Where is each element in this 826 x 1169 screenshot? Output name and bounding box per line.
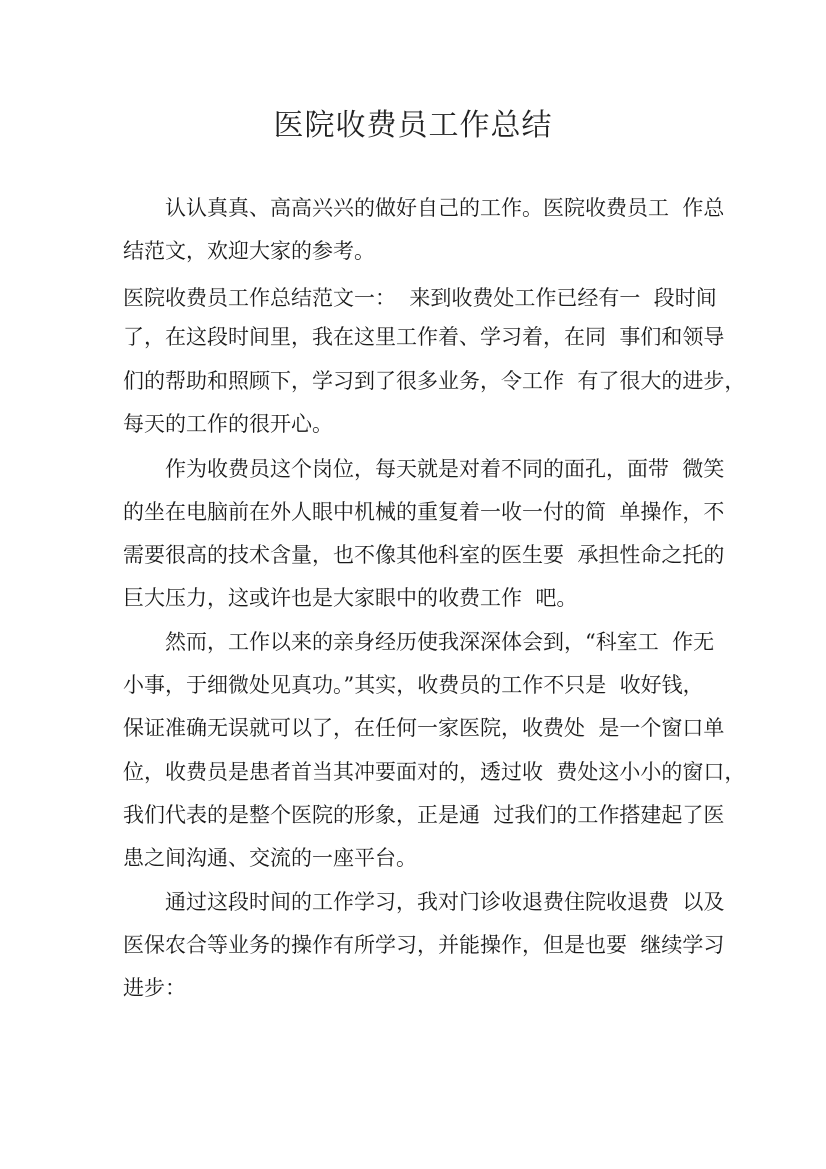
text-line: 每天的工作的很开心。 [123, 412, 333, 436]
text-line: 医院收费员工作总结范文一： 来到收费处工作已经有一 段时间 [123, 286, 717, 310]
text-line: 通过这段时间的工作学习，我对门诊收退费住院收退费 以及 [165, 890, 725, 914]
text-line: 了，在这段时间里，我在这里工作着、学习着，在同 事们和领导 [123, 325, 725, 349]
text-line: 小事，于细微处见真功。”其实，收费员的工作不只是 收好钱， [123, 673, 704, 697]
text-line: 作为收费员这个岗位，每天就是对着不同的面孔，面带 微笑 [165, 457, 725, 481]
text-line: 结范文，欢迎大家的参考。 [123, 239, 375, 263]
text-line: 我们代表的是整个医院的形象，正是通 过我们的工作搭建起了医 [123, 803, 725, 827]
text-line: 位，收费员是患者首当其冲要面对的，透过收 费处这小小的窗口， [123, 760, 746, 784]
text-line: 然而，工作以来的亲身经历使我深深体会到，“科室工 作无 [165, 630, 715, 654]
text-line: 保证准确无误就可以了，在任何一家医院，收费处 是一个窗口单 [123, 716, 725, 740]
text-line: 的坐在电脑前在外人眼中机械的重复着一收一付的简 单操作，不 [123, 500, 725, 524]
text-line: 们的帮助和照顾下，学习到了很多业务，令工作 有了很大的进步， [123, 369, 746, 393]
text-line: 认认真真、高高兴兴的做好自己的工作。医院收费员工 作总 [165, 196, 725, 220]
text-line: 进步： [123, 976, 186, 1000]
text-line: 患之间沟通、交流的一座平台。 [123, 846, 417, 870]
text-line: 需要很高的技术含量，也不像其他科室的医生要 承担性命之托的 [123, 543, 725, 567]
document-title: 医院收费员工作总结 [273, 108, 553, 143]
text-line: 医保农合等业务的操作有所学习，并能操作，但是也要 继续学习 [123, 933, 725, 957]
text-line: 巨大压力，这或许也是大家眼中的收费工作 吧。 [123, 586, 578, 610]
